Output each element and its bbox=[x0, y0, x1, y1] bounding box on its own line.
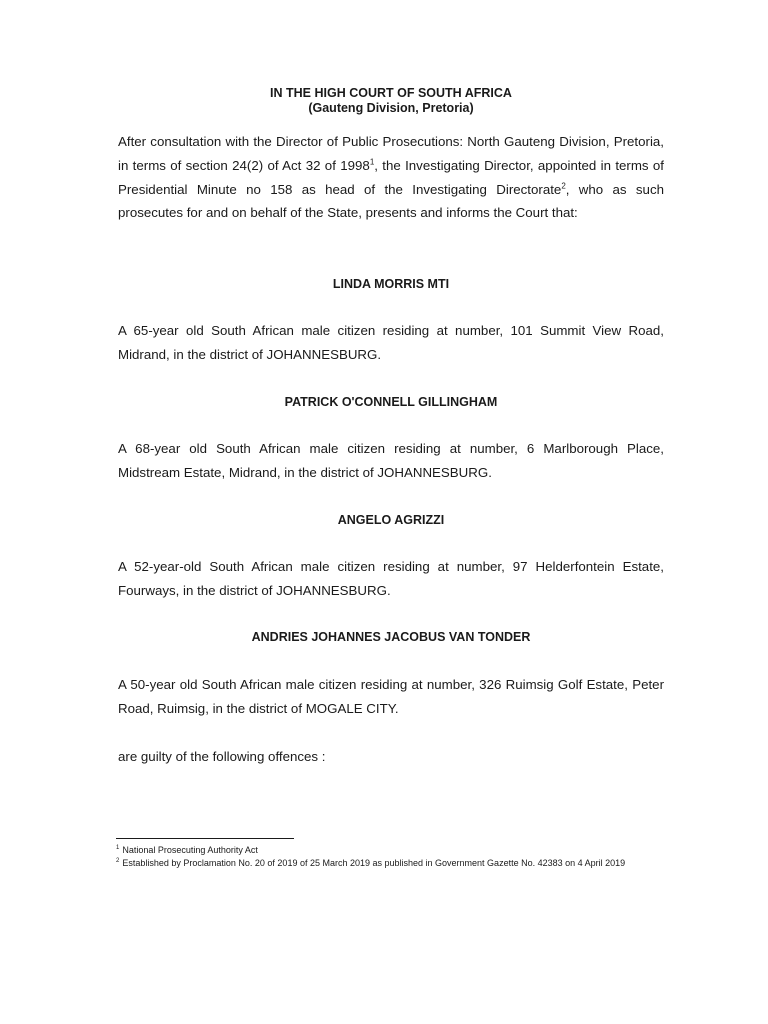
intro-text-before: After consultation with the Director of Public Prosecutions: North Gauteng Division, Pretoria, in terms of section 24(2) of Act 32 of 1998 bbox=[118, 134, 664, 173]
accused-3-description: A 52-year-old South African male citizen residing at number, 97 Helderfontein Estate, Fourways, in the district of JOHANNESBURG. bbox=[118, 559, 664, 598]
footnotes bbox=[116, 844, 646, 869]
court-title: IN THE HIGH COURT OF SOUTH AFRICA bbox=[270, 86, 512, 100]
footnote-2-mark: 2 bbox=[116, 857, 120, 864]
accused-4-description: A 50-year old South African male citizen residing at number, 326 Ruimsig Golf Estate, Peter Road, Ruimsig, in the district of MOGALE CITY. bbox=[118, 677, 664, 716]
intro-paragraph bbox=[118, 130, 664, 225]
footnote-2-text: Established by Proclamation No. 20 of 2019 of 25 March 2019 as published in Government Gazette No. 42383 on 4 April 2019 bbox=[122, 857, 626, 868]
accused-2-name: PATRICK O'CONNELL GILLINGHAM bbox=[284, 395, 498, 409]
closing-statement: are guilty of the following offences : bbox=[118, 749, 326, 764]
footnote-2 bbox=[116, 857, 646, 870]
court-division: (Gauteng Division, Pretoria) bbox=[308, 101, 474, 115]
footnote-1-mark: 1 bbox=[116, 845, 120, 851]
intro-text-after: , who as such prosecutes for and on behalf of the State, presents and informs the Court that: bbox=[118, 181, 664, 221]
footnote-ref-1[interactable]: 1 bbox=[369, 157, 375, 167]
accused-3-name: ANGELO AGRIZZI bbox=[337, 513, 445, 527]
accused-1-description: A 65-year old South African male citizen residing at number, 101 Summit View Road, Midrand, in the district of JOHANNESBURG. bbox=[118, 323, 664, 362]
footnote-ref-2[interactable]: 2 bbox=[561, 181, 566, 191]
intro-text-middle: , the Investigating Director, appointed in terms of Presidential Minute no 158 as head of the Investigating Directorate bbox=[118, 157, 664, 197]
footnote-1 bbox=[116, 844, 646, 857]
footnote-divider bbox=[116, 838, 294, 839]
accused-1-name: LINDA MORRIS MTI bbox=[332, 277, 450, 291]
footnote-1-text: National Prosecuting Authority Act bbox=[122, 845, 258, 855]
accused-2-description: A 68-year old South African male citizen residing at number, 6 Marlborough Place, Midstream Estate, Midrand, in the district of JOHANNESBURG. bbox=[118, 441, 664, 480]
accused-4-name: ANDRIES JOHANNES JACOBUS VAN TONDER bbox=[251, 630, 531, 644]
